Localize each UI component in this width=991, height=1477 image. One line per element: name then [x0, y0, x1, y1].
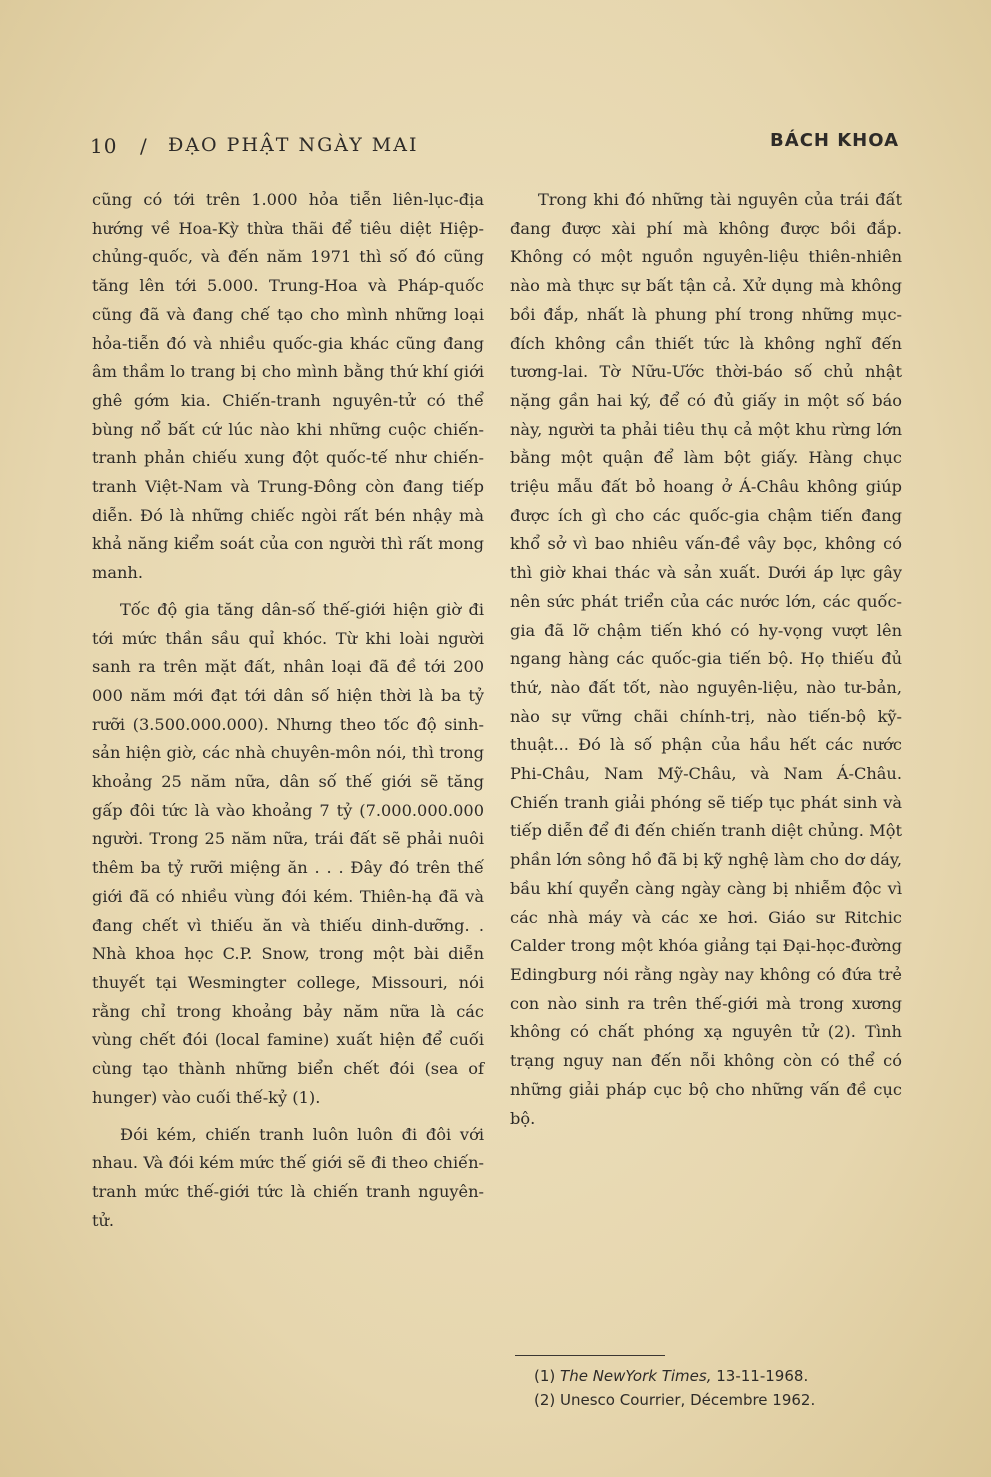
footnote-number: (2): [534, 1391, 556, 1409]
paragraph: cũng có tới trên 1.000 hỏa tiễn liên-lục-địa hướng về Hoa-Kỳ thừa thãi để tiêu diệt Hiệp-chủng-quốc, và đến năm 1971 thì số đó cũng tăng lên tới 5.000. Trung-Hoa và Pháp-quốc cũng đã và đang chế tạo cho mình những loại hỏa-tiễn đó và nhiều quốc-gia khác cũng đang âm thầm lo trang bị cho mình bằng thứ khí giới ghê gớm kia. Chiến-tranh nguyên-tử có thể bùng nổ bất cứ lúc nào khi những cuộc chiến-tranh phản chiếu xung đột quốc-tế như chiến-tranh Việt-Nam và Trung-Đông còn đang tiếp diễn. Đó là những chiếc ngòi rất bén nhậy mà khả năng kiểm soát của con người thì rất mong manh.: [92, 190, 484, 583]
right-column: [510, 186, 902, 1133]
footnote-source: The NewYork Times,: [560, 1367, 712, 1385]
paragraph: Tốc độ gia tăng dân-số thế-giới hiện giờ đi tới mức thần sầu quỉ khóc. Từ khi loài người sanh ra trên mặt đất, nhân loại đã đề tới 200 000 năm mới đạt tới dân số hiện thời là ba tỷ rưỡi (3.500.000.000). Nhưng theo tốc độ sinh-sản hiện giờ, các nhà chuyên-môn nói, thì trong khoảng 25 năm nữa, dân số thế giới sẽ tăng gấp đôi tức là vào khoảng 7 tỷ (7.000.000.000 người. Trong 25 năm nữa, trái đất sẽ phải nuôi thêm ba tỷ rưỡi miệng ăn . . . Đây đó trên thế giới đã có nhiều vùng đói kém. Thiên-hạ đã và đang chết vì thiếu ăn và thiếu dinh-dưỡng. . Nhà khoa học C.P. Snow, trong một bài diễn thuyết tại Wesmingter college, Missouri, nói rằng chỉ trong khoảng bảy năm nữa là các vùng chết đói (local famine) xuất hiện để cuối cùng tạo thành những biển chết đói (sea of hunger) vào cuối thế-kỷ (1).: [92, 599, 484, 1107]
footnote-2: [534, 1388, 914, 1412]
header-separator: /: [140, 134, 147, 158]
paragraph: Đói kém, chiến tranh luôn luôn đi đôi với nhau. Và đói kém mức thế giới sẽ đi theo chiến-tranh mức thế-giới tức là chiến tranh nguyên-tử.: [92, 1124, 484, 1230]
magazine-name: BÁCH KHOA: [770, 130, 899, 151]
paragraph: Trong khi đó những tài nguyên của trái đất đang được xài phí mà không được bồi đắp. Không có một nguồn nguyên-liệu thiên-nhiên nào mà thực sự bất tận cả. Xử dụng mà không bồi đắp, nhất là phung phí trong những mục-đích không cần thiết tức là không nghĩ đến tương-lai. Tờ Nữu-Ước thời-báo số chủ nhật nặng gần hai ký, để có đủ giấy in một số báo này, người ta phải tiêu thụ cả một khu rừng lớn bằng một quận để làm bột giấy. Hàng chục triệu mẫu đất bỏ hoang ở Á-Châu không giúp được ích gì cho các quốc-gia chậm tiến đang khổ sở vì bao nhiêu vấn-đề vây bọc, không có thì giờ khai thác và sản xuất. Dưới áp lực gây nên sức phát triển của các nước lớn, các quốc-gia đã lỡ chậm tiến khó có hy-vọng vượt lên ngang hàng các quốc-gia tiến bộ. Họ thiếu đủ thứ, nào đất tốt, nào nguyên-liệu, nào tư-bản, nào sự vững chãi chính-trị, nào tiến-bộ kỹ-thuật... Đó là số phận của hầu hết các nước Phi-Châu, Nam Mỹ-Châu, và Nam Á-Châu. Chiến tranh giải phóng sẽ tiếp tục phát sinh và tiếp diễn để đi đến chiến tranh diệt chủng. Một phần lớn sông hồ đã bị kỹ nghệ làm cho dơ dáy, bầu khí quyển càng ngày càng bị nhiễm độc vì các nhà máy và các xe hơi. Giáo sư Ritchic Calder trong một khóa giảng tại Đại-học-đường Edingburg nói rằng ngày nay không có đứa trẻ con nào sinh ra trên thế-giới mà trong xương không có chất phóng xạ nguyên tử (2). Tình trạng nguy nan đến nỗi không còn có thể có những giải pháp cục bộ cho những vấn đề cục bộ.: [510, 190, 902, 1128]
footnote-number: (1): [534, 1367, 556, 1385]
running-header: [90, 130, 899, 164]
page-number: 10: [90, 134, 118, 158]
footnote-date: 13-11-1968.: [716, 1367, 809, 1385]
running-title: ĐẠO PHẬT NGÀY MAI: [168, 134, 419, 156]
left-column: [92, 186, 484, 1235]
footnotes: [534, 1364, 914, 1412]
footnote-divider: [515, 1355, 665, 1356]
footnote-source: Unesco Courrier, Décembre 1962.: [560, 1391, 816, 1409]
footnote-1: [534, 1364, 914, 1388]
